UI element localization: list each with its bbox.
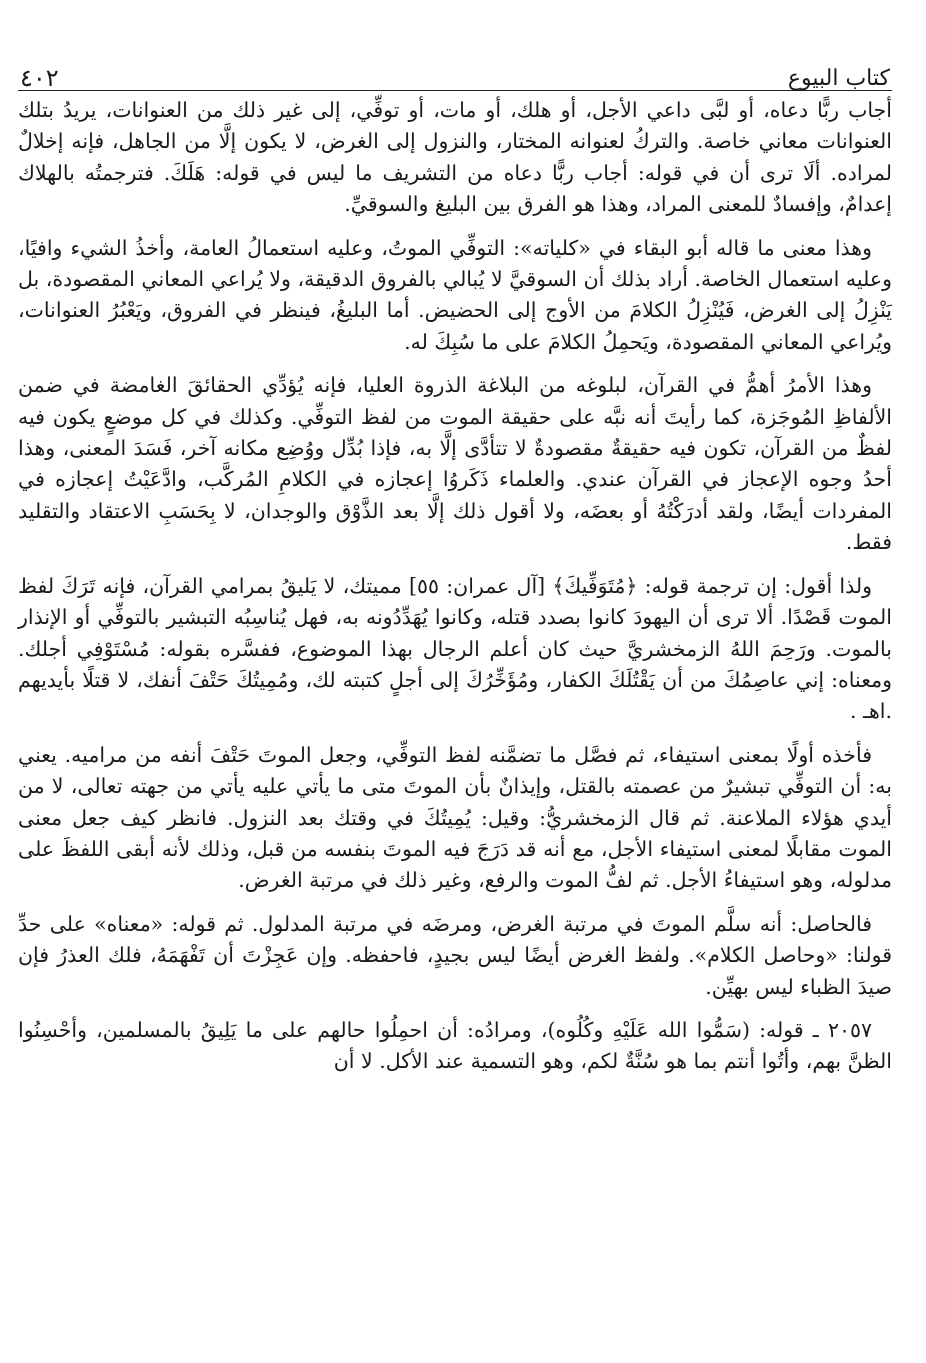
paragraph-2: وهذا معنى ما قاله أبو البقاء في «كلياته»: التوفِّي الموتُ، وعليه استعمالُ العامة، وأخذُ الشيء وافيًا، وعليه استعمال الخاصة. أراد بذلك أن السوقيَّ لا يُبالي بالفروق الدقيقة، ولا يُراعي المعاني المقصودة، بل يَنْزِلُ إلى الغرض، فَيُنْزِلُ الكلامَ من الأوج إلى الحضيض. أما البليغُ، فينظر في الفروق، ويَعْبُرُ العنوانات، ويُراعي المعاني المقصودة، ويَحمِلُ الكلامَ على ما سُبِكَ له. <box>18 235 892 354</box>
page-number: ٤٠٢ <box>20 64 59 92</box>
book-page <box>18 52 892 1363</box>
running-title: كتاب البيوع <box>787 66 890 91</box>
page-header <box>18 52 892 91</box>
paragraph-1: أجاب ربًّا دعاه، أو لبَّى داعي الأجل، أو هلك، أو مات، أو توفِّي، إلى غير ذلك من العنوانات، يريدُ بتلك العنوانات معاني خاصة. والتركُ لعنوانه المختار، والنزول إلى الغرض، لا يكون إلَّا من الجاهل، فإنه إخلالٌ لمراده. ألَا ترى أن في قوله: أجاب ربًّا دعاه من التشريف ما ليس في قوله: هَلَكَ. فترجمتُه بالهلاك إعدامٌ، وإفسادٌ للمعنى المراد، وهذا هو الفرق بين البليغ والسوقيِّ. <box>18 98 892 217</box>
paragraph-3: وهذا الأمرُ أهمُّ في القرآن، لبلوغه من البلاغة الذروة العليا، فإنه يُؤدِّي الحقائقَ الغامضة في ضمن الألفاظِ المُوجَزة، كما رأيتَ أنه نبَّه على حقيقة الموت من لفظ التوفِّي. وكذلك في كل موضعٍ يكون فيه لفظٌ من القرآن، تكون فيه حقيقةٌ مقصودةٌ لا تتأدَّى إلَّا به، فإذا بُدِّل ووُضِع مكانه آخر، فَسَدَ المعنى، وهذا أحدُ وجوه الإعجاز في القرآن عندي. والعلماء ذَكَروُا إعجازه في الكلامِ المُركَّب، وادَّعَيْتُ إعجازه في المفردات أيضًا، ولقد أدرَكْتُهُ أو بعضَه، ولا أقول ذلك إلَّا بعد الذَّوْق والوجدان، لا بِحَسَبِ الاعتقاد والتقليد فقط. <box>18 373 892 555</box>
paragraph-7: ٢٠٥٧ ـ قوله: (سَمُّوا الله عَلَيْهِ وكُلُوه)، ومرادُه: أن احمِلُوا حالهم على ما يَلِيقُ بالمسلمين، وأحْسِنُوا الظنَّ بهم، وأتُوا أنتم بما هو سُنَّةٌ لكم، وهو التسمية عند الأكل. لا أن <box>18 1017 892 1074</box>
body-text <box>18 95 892 1078</box>
paragraph-5: فأخذه أولًا بمعنى استيفاء، ثم فصَّل ما تضمَّنه لفظ التوفِّي، وجعل الموتَ حَتْفَ أنفه من مراميه. يعني به: أن التوفِّي تبشيرٌ من عصمته بالقتل، وإيذانٌ بأن الموتَ متى ما يأتي عليه يأتي من جهته تعالى، لا من أيدي هؤلاء الملاعنة. ثم قال الزمخشريُّ: وقيل: يُمِيتُكَ في وقتك بعد النزول. فانظر كيف جعل معنى الموت مقابلًا لمعنى استيفاء الأجل، مع أنه قد دَرَجَ فيه الموتَ بنفسه من قبل، وذلك لأنه أبقى اللفظَ على مدلوله، وهو استيفاءُ الأجل. ثم لفُّ الموت والرفع، وغير ذلك في مرتبة الغرض. <box>18 742 892 893</box>
paragraph-6: فالحاصل: أنه سلَّم الموتَ في مرتبة الغرض، ومرضَه في مرتبة المدلول. ثم قوله: «معناه» على حدِّ قولنا: «وحاصل الكلام». ولفظ الغرض أيضًا ليس بجيدٍ، فاحفظه. وإن عَجِزْتَ أن تَفْهَمَهُ، فلك العذرُ فإن صيدَ الظباء ليس بهيِّن. <box>18 911 892 999</box>
paragraph-4: ولذا أقول: إن ترجمة قوله: ﴿مُتَوَفِّيكَ﴾ [آل عمران: ٥٥] مميتك، لا يَليقُ بمرامي القرآن، فإنه تَرَكَ لفظ الموت قَصْدًا. ألا ترى أن اليهودَ كانوا بصدد قتله، وكانوا يُهَدِّدُونه به، فهل يُناسِبُه التبشير بالتوفِّي أو الإنذار بالموت. ورَحِمَ اللهُ الزمخشريَّ حيث كان أعلم الرجال بهذا الموضوع، ففسَّره بقوله: مُسْتَوْفِي أجلك. ومعناه: إني عاصِمُكَ من أن يَقْتُلَكَ الكفار، ومُؤَخِّرُكَ إلى أجلٍ كتبته لك، ومُمِيتُكَ حَتْفَ أنفك، لا قتلًا بأيديهم .اهـ . <box>18 573 892 724</box>
